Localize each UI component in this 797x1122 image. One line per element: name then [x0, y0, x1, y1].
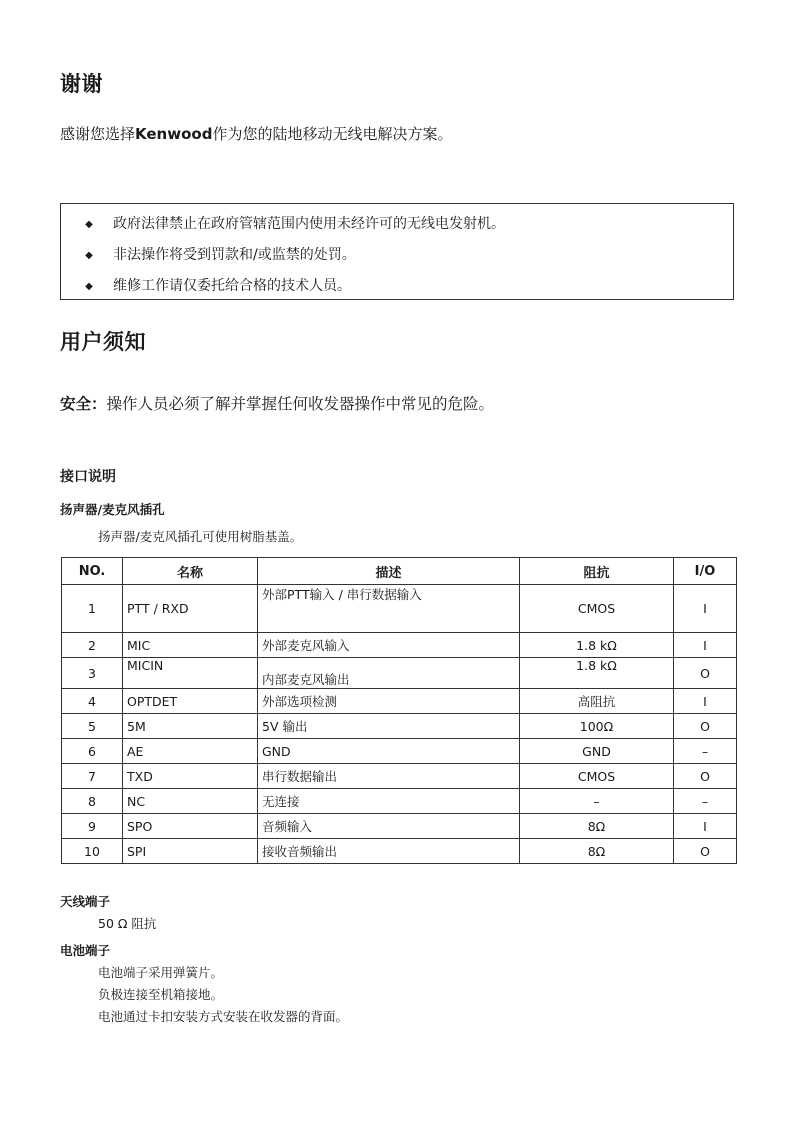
- cell-description: 串行数据输出: [258, 764, 520, 789]
- antenna-text: 50 Ω 阻抗: [98, 916, 157, 931]
- cell-io: –: [674, 739, 737, 764]
- diamond-bullet-icon: ◆: [85, 281, 93, 292]
- cell-name: SPO: [123, 814, 258, 839]
- page-title: 谢谢: [60, 72, 103, 96]
- table-row: [62, 633, 737, 658]
- cell-description: GND: [258, 739, 520, 764]
- header-no: NO.: [62, 558, 123, 585]
- cell-no: 8: [62, 789, 123, 814]
- diamond-bullet-icon: ◆: [85, 250, 93, 261]
- cell-impedance: 8Ω: [520, 814, 674, 839]
- cell-io: O: [674, 658, 737, 689]
- cell-name: NC: [123, 789, 258, 814]
- pin-spec-table: [61, 557, 737, 864]
- cell-no: 4: [62, 689, 123, 714]
- intro-suffix: 作为您的陆地移动无线电解决方案。: [212, 125, 453, 143]
- cell-no: 9: [62, 814, 123, 839]
- notice-text: 非法操作将受到罚款和/或监禁的处罚。: [113, 247, 356, 263]
- table-row: [62, 658, 737, 689]
- table-row: [62, 764, 737, 789]
- table-header-row: [62, 558, 737, 585]
- user-notice-heading: 用户须知: [60, 330, 146, 354]
- legal-notice-box: [60, 203, 734, 300]
- cell-impedance: –: [520, 789, 674, 814]
- cell-io: O: [674, 839, 737, 864]
- cell-impedance: GND: [520, 739, 674, 764]
- cell-impedance: 1.8 kΩ: [520, 633, 674, 658]
- cell-io: I: [674, 633, 737, 658]
- intro-prefix: 感谢您选择: [60, 125, 136, 143]
- cell-impedance: CMOS: [520, 585, 674, 633]
- table-row: [62, 814, 737, 839]
- cell-no: 7: [62, 764, 123, 789]
- cell-no: 1: [62, 585, 123, 633]
- notice-item: [79, 215, 505, 234]
- battery-heading: 电池端子: [60, 943, 111, 958]
- notice-item: [79, 277, 351, 296]
- cell-io: I: [674, 689, 737, 714]
- interface-heading: 接口说明: [60, 469, 116, 485]
- cell-name: 5M: [123, 714, 258, 739]
- cell-no: 3: [62, 658, 123, 689]
- cell-impedance: 100Ω: [520, 714, 674, 739]
- header-name: 名称: [123, 558, 258, 585]
- safety-label: 安全：: [60, 395, 107, 413]
- cell-io: I: [674, 585, 737, 633]
- table-row: [62, 789, 737, 814]
- antenna-heading: 天线端子: [60, 894, 111, 909]
- battery-line: 负极连接至机箱接地。: [98, 987, 224, 1002]
- table-row: [62, 739, 737, 764]
- intro-paragraph: [60, 123, 452, 144]
- cell-name: TXD: [123, 764, 258, 789]
- cell-no: 6: [62, 739, 123, 764]
- header-io: I/O: [674, 558, 737, 585]
- battery-line: 电池通过卡扣安装方式安装在收发器的背面。: [98, 1009, 349, 1024]
- cell-name: MIC: [123, 633, 258, 658]
- table-row: [62, 839, 737, 864]
- cell-no: 5: [62, 714, 123, 739]
- header-description: 描述: [258, 558, 520, 585]
- cell-io: I: [674, 814, 737, 839]
- cell-name: AE: [123, 739, 258, 764]
- cell-no: 2: [62, 633, 123, 658]
- notice-text: 维修工作请仅委托给合格的技术人员。: [113, 278, 351, 294]
- cell-name: PTT / RXD: [123, 585, 258, 633]
- cell-description: 外部麦克风输入: [258, 633, 520, 658]
- cell-name: OPTDET: [123, 689, 258, 714]
- header-impedance: 阻抗: [520, 558, 674, 585]
- table-row: [62, 585, 737, 633]
- cell-impedance: 8Ω: [520, 839, 674, 864]
- table-row: [62, 714, 737, 739]
- diamond-bullet-icon: ◆: [85, 219, 93, 230]
- cell-name: SPI: [123, 839, 258, 864]
- table-row: [62, 689, 737, 714]
- cell-description: 内部麦克风输出: [258, 658, 520, 689]
- cell-description: 接收音频输出: [258, 839, 520, 864]
- cell-description: 音频输入: [258, 814, 520, 839]
- cell-no: 10: [62, 839, 123, 864]
- speaker-mic-heading: 扬声器/麦克风插孔: [60, 502, 165, 517]
- cell-impedance: CMOS: [520, 764, 674, 789]
- speaker-mic-text: 扬声器/麦克风插孔可使用树脂基盖。: [98, 529, 303, 544]
- safety-statement: [60, 392, 494, 414]
- notice-text: 政府法律禁止在政府管辖范围内使用未经许可的无线电发射机。: [113, 216, 505, 232]
- cell-impedance: 高阻抗: [520, 689, 674, 714]
- battery-line: 电池端子采用弹簧片。: [98, 965, 224, 980]
- notice-item: [79, 246, 356, 265]
- cell-description: 5V 输出: [258, 714, 520, 739]
- cell-description: 无连接: [258, 789, 520, 814]
- cell-description: 外部PTT输入 / 串行数据输入: [258, 585, 520, 633]
- cell-io: O: [674, 764, 737, 789]
- cell-name: MICIN: [123, 658, 258, 689]
- cell-io: O: [674, 714, 737, 739]
- cell-description: 外部选项检测: [258, 689, 520, 714]
- safety-text: 操作人员必须了解并掌握任何收发器操作中常见的危险。: [106, 395, 495, 413]
- cell-impedance: 1.8 kΩ: [520, 658, 674, 689]
- brand-name: Kenwood: [135, 125, 213, 143]
- cell-io: –: [674, 789, 737, 814]
